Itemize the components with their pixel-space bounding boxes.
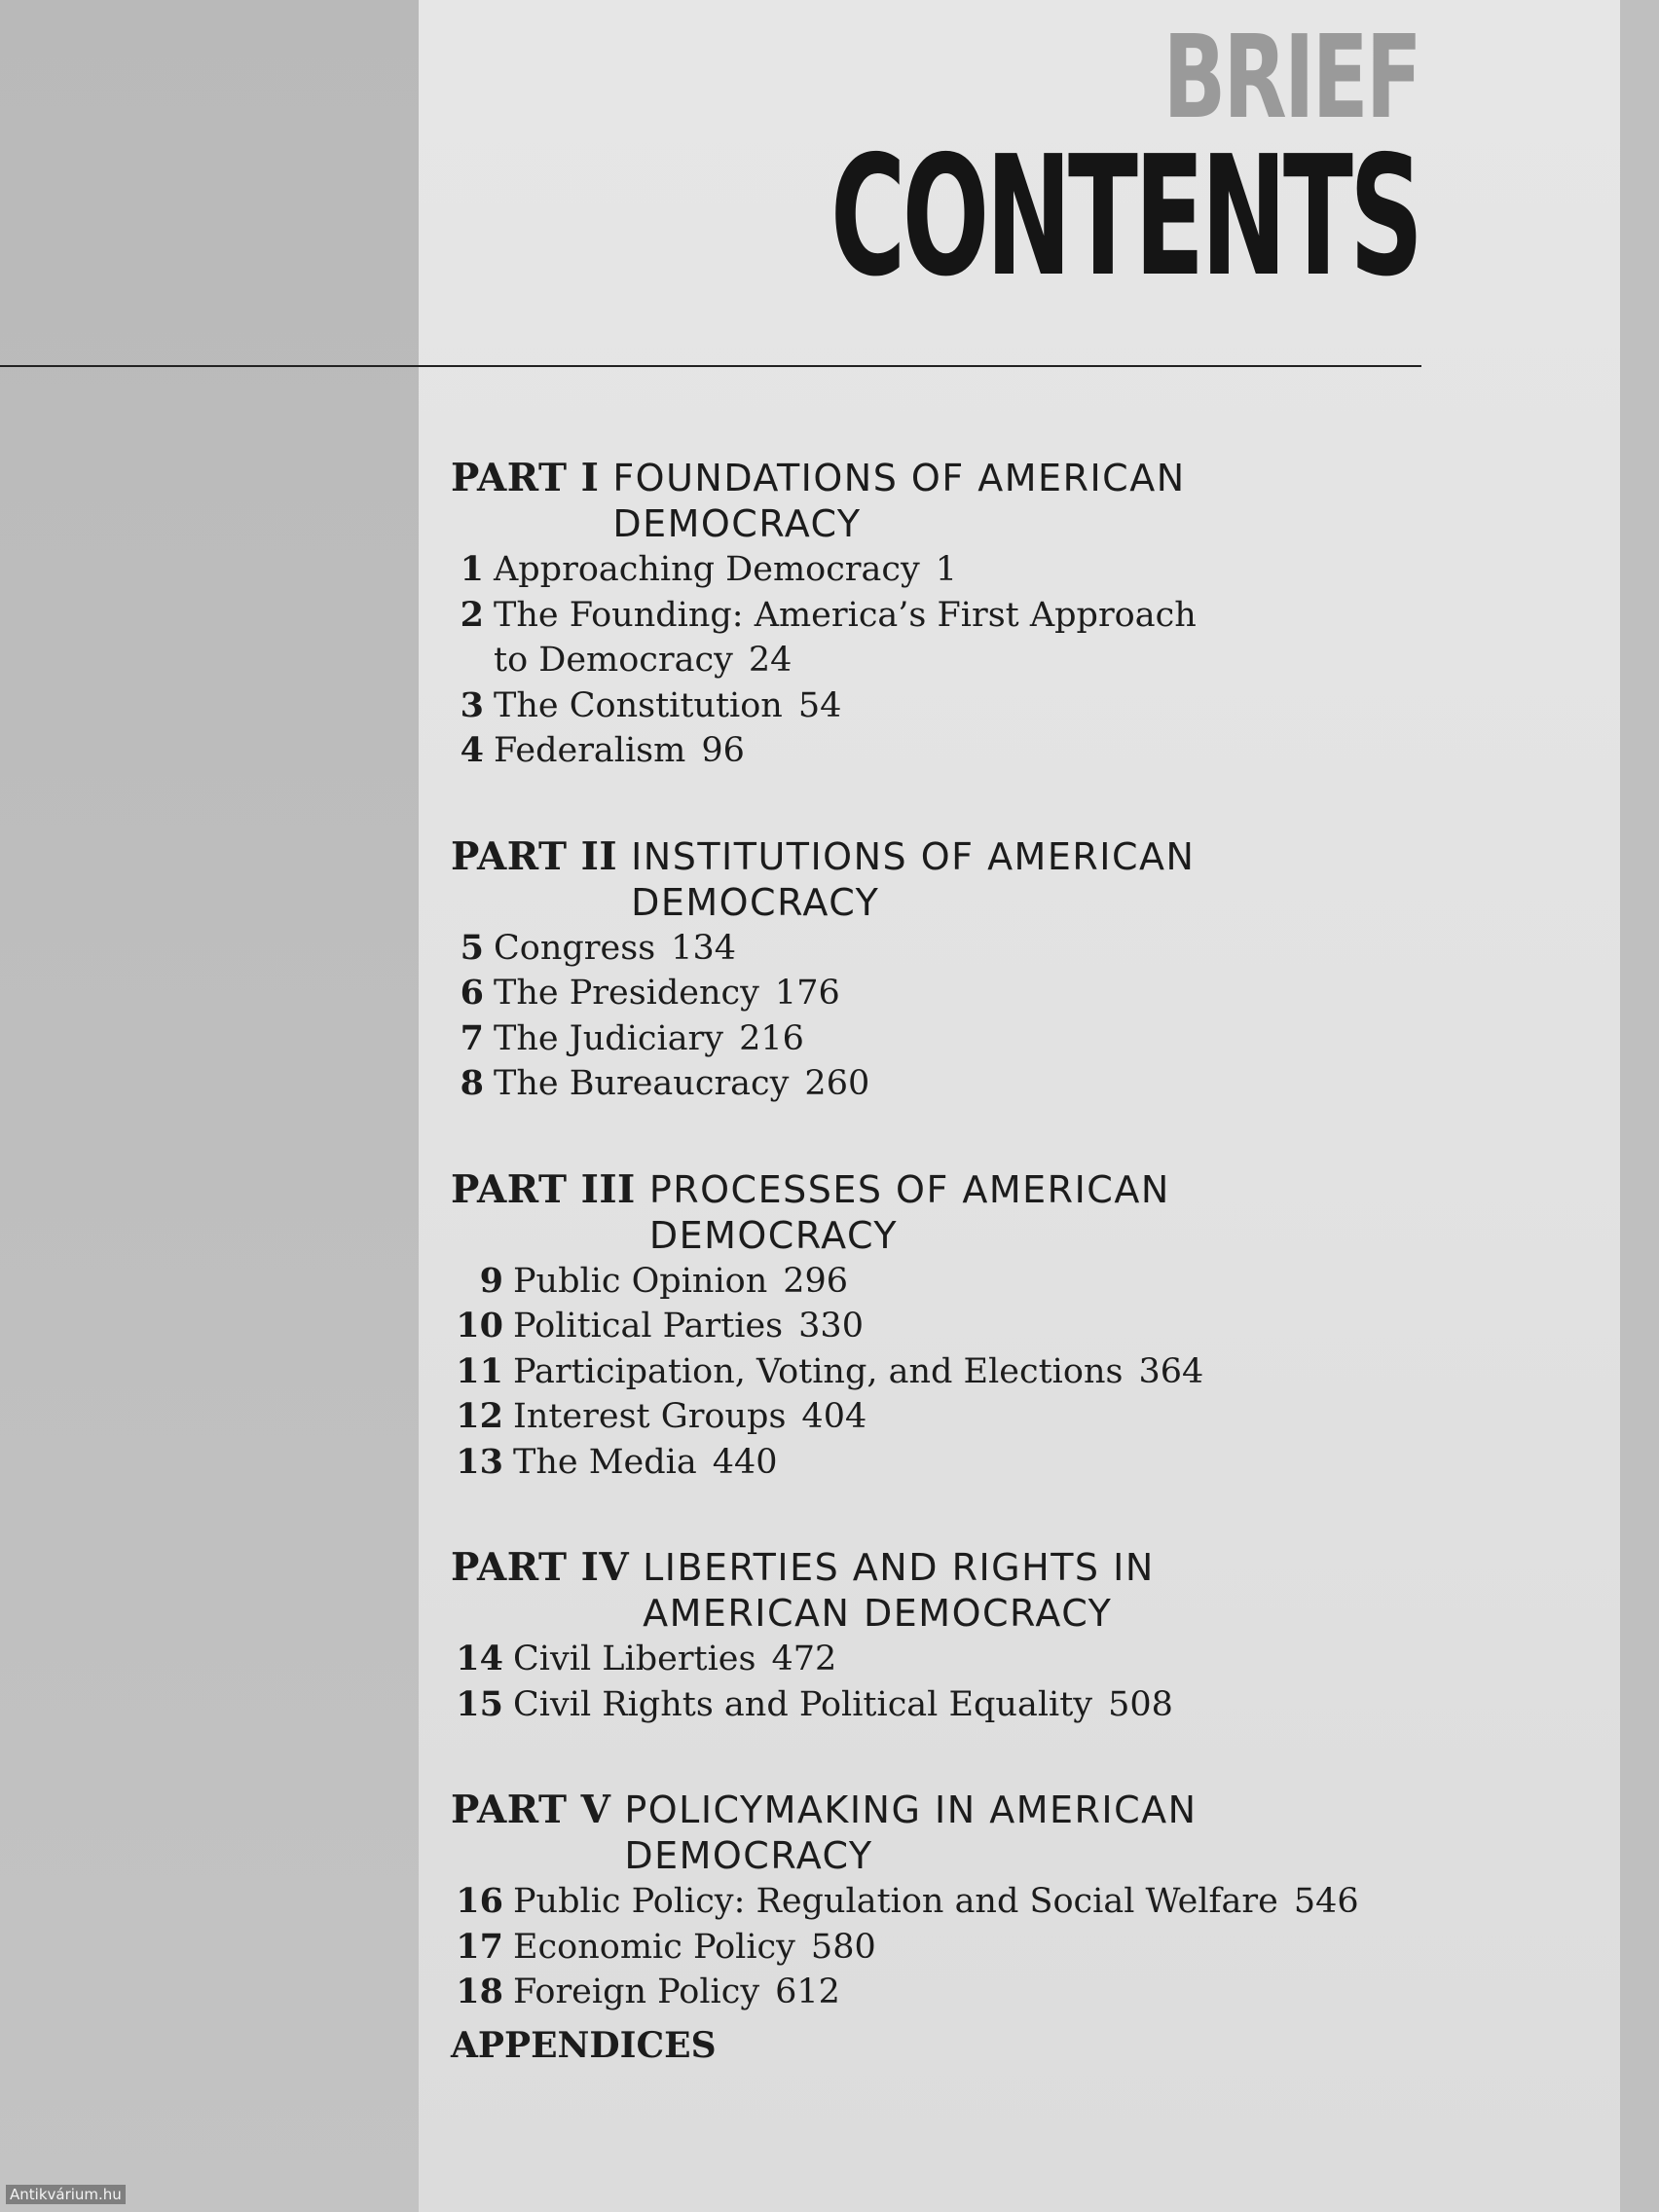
part-label: PART IV	[451, 1545, 630, 1590]
chapter-title: The Media	[513, 1442, 697, 1482]
chapter-entry[interactable]	[451, 926, 1424, 972]
chapter-page: 508	[1108, 1684, 1173, 1724]
page-edge	[1620, 0, 1659, 2212]
left-page-margin	[0, 0, 419, 2212]
chapter-number: 6	[460, 973, 484, 1013]
chapter-title: The Founding: America’s First Approach to Democracy	[494, 595, 1197, 680]
watermark: Antikvárium.hu	[6, 2185, 126, 2204]
part-title-line: AMERICAN DEMOCRACY	[643, 1592, 1113, 1635]
heading-rule	[0, 365, 1421, 367]
chapter-page: 546	[1293, 1882, 1359, 1921]
part-title	[612, 456, 1185, 547]
chapter-title: Civil Liberties	[513, 1640, 756, 1678]
chapter-number: 9	[479, 1260, 503, 1301]
part-heading	[451, 834, 1424, 926]
chapter-entry[interactable]	[451, 1304, 1424, 1349]
part-title-line: INSTITUTIONS OF AMERICAN	[631, 834, 1196, 878]
chapter-title: Participation, Voting, and Elections	[513, 1351, 1124, 1391]
part-label: PART I	[451, 456, 600, 500]
chapter-entry[interactable]	[451, 1394, 1424, 1440]
chapter-entry[interactable]	[451, 1682, 1424, 1728]
part-1	[451, 456, 1424, 774]
chapter-number: 15	[456, 1683, 503, 1724]
chapter-title: Political Parties	[513, 1307, 784, 1346]
part-title-line: DEMOCRACY	[624, 1834, 873, 1877]
chapter-entry[interactable]	[451, 1061, 1424, 1107]
chapter-entry[interactable]	[451, 1259, 1424, 1305]
chapter-title: Interest Groups	[513, 1397, 787, 1436]
chapter-title: Economic Policy	[513, 1927, 795, 1967]
chapter-page: 1	[935, 550, 958, 589]
chapter-title: The Bureaucracy	[494, 1064, 790, 1103]
heading-brief: BRIEF	[1162, 10, 1419, 144]
chapter-number: 3	[460, 684, 484, 725]
chapter-number: 14	[456, 1639, 503, 1678]
chapter-number: 4	[460, 730, 484, 770]
chapter-number: 16	[456, 1881, 503, 1921]
chapter-title: The Judiciary	[494, 1018, 724, 1058]
part-heading	[451, 1545, 1424, 1637]
chapter-entry[interactable]	[451, 1879, 1424, 1925]
part-title-line: PROCESSES OF AMERICAN	[648, 1167, 1170, 1211]
part-title	[649, 1167, 1170, 1259]
part-title	[643, 1545, 1155, 1637]
chapter-title: Federalism	[494, 731, 686, 770]
chapter-entry[interactable]	[451, 593, 1424, 683]
appendices-entry[interactable]: APPENDICES	[451, 2024, 717, 2066]
chapter-entry[interactable]	[451, 728, 1424, 774]
chapter-page: 134	[671, 928, 736, 968]
chapter-title: Approaching Democracy	[494, 550, 920, 589]
chapter-number: 13	[456, 1441, 503, 1482]
part-5	[451, 1788, 1424, 2015]
chapter-number: 5	[460, 927, 484, 968]
part-title	[624, 1788, 1197, 1879]
part-heading	[451, 1167, 1424, 1259]
chapter-page: 296	[783, 1261, 849, 1301]
chapter-entry[interactable]	[451, 1925, 1424, 1971]
chapter-number: 8	[460, 1063, 484, 1103]
table-of-contents	[451, 456, 1424, 2070]
chapter-number: 11	[456, 1350, 503, 1391]
chapter-page: 176	[774, 974, 840, 1013]
chapter-page: 216	[739, 1018, 804, 1058]
chapter-entry[interactable]	[451, 683, 1424, 729]
chapter-number: 17	[456, 1926, 503, 1967]
chapter-title: Public Policy: Regulation and Social Welfare	[513, 1882, 1278, 1921]
part-heading	[451, 456, 1424, 547]
chapter-page: 24	[748, 641, 793, 680]
chapter-page: 96	[701, 731, 745, 770]
part-3	[451, 1167, 1424, 1486]
chapter-number: 1	[460, 549, 484, 589]
chapter-page: 330	[798, 1307, 864, 1346]
part-title	[631, 834, 1195, 926]
chapter-number: 12	[456, 1396, 503, 1436]
part-heading	[451, 1788, 1424, 1879]
part-title-line: DEMOCRACY	[648, 1213, 899, 1257]
chapter-page: 54	[797, 685, 842, 725]
part-2	[451, 834, 1424, 1107]
chapter-entry[interactable]	[451, 1349, 1424, 1395]
part-label: PART V	[451, 1788, 611, 1832]
part-title-line: DEMOCRACY	[631, 880, 880, 924]
chapter-page: 440	[712, 1442, 778, 1482]
chapter-title: Civil Rights and Political Equality	[513, 1684, 1093, 1724]
part-title-line: LIBERTIES AND RIGHTS IN	[643, 1546, 1155, 1589]
chapter-entry[interactable]	[451, 547, 1424, 593]
chapter-title: Congress	[494, 928, 656, 968]
chapter-title: Public Opinion	[513, 1261, 768, 1301]
chapter-number: 7	[460, 1017, 484, 1058]
chapter-number: 18	[456, 1972, 503, 2011]
part-title-line: DEMOCRACY	[612, 502, 862, 545]
chapter-page: 612	[775, 1972, 840, 2011]
chapter-number: 10	[456, 1306, 503, 1346]
chapter-entry[interactable]	[451, 971, 1424, 1016]
chapter-page: 260	[804, 1064, 870, 1103]
chapter-entry[interactable]	[451, 1970, 1424, 2015]
part-4	[451, 1545, 1424, 1727]
chapter-entry[interactable]	[451, 1637, 1424, 1682]
part-title-line: FOUNDATIONS OF AMERICAN	[612, 457, 1186, 499]
part-label: PART II	[451, 833, 618, 879]
chapter-page: 404	[801, 1397, 867, 1436]
chapter-page: 364	[1138, 1351, 1204, 1391]
chapter-entry[interactable]	[451, 1016, 1424, 1062]
part-title-line: POLICYMAKING IN AMERICAN	[624, 1788, 1198, 1831]
chapter-title: Foreign Policy	[513, 1972, 760, 2011]
chapter-title: The Constitution	[494, 685, 783, 725]
chapter-title: The Presidency	[494, 974, 759, 1013]
chapter-number: 2	[460, 594, 484, 635]
chapter-page: 580	[810, 1927, 876, 1967]
chapter-entry[interactable]	[451, 1440, 1424, 1486]
part-label: PART III	[451, 1166, 636, 1212]
heading-contents: CONTENTS	[830, 121, 1419, 313]
chapter-page: 472	[771, 1640, 837, 1678]
